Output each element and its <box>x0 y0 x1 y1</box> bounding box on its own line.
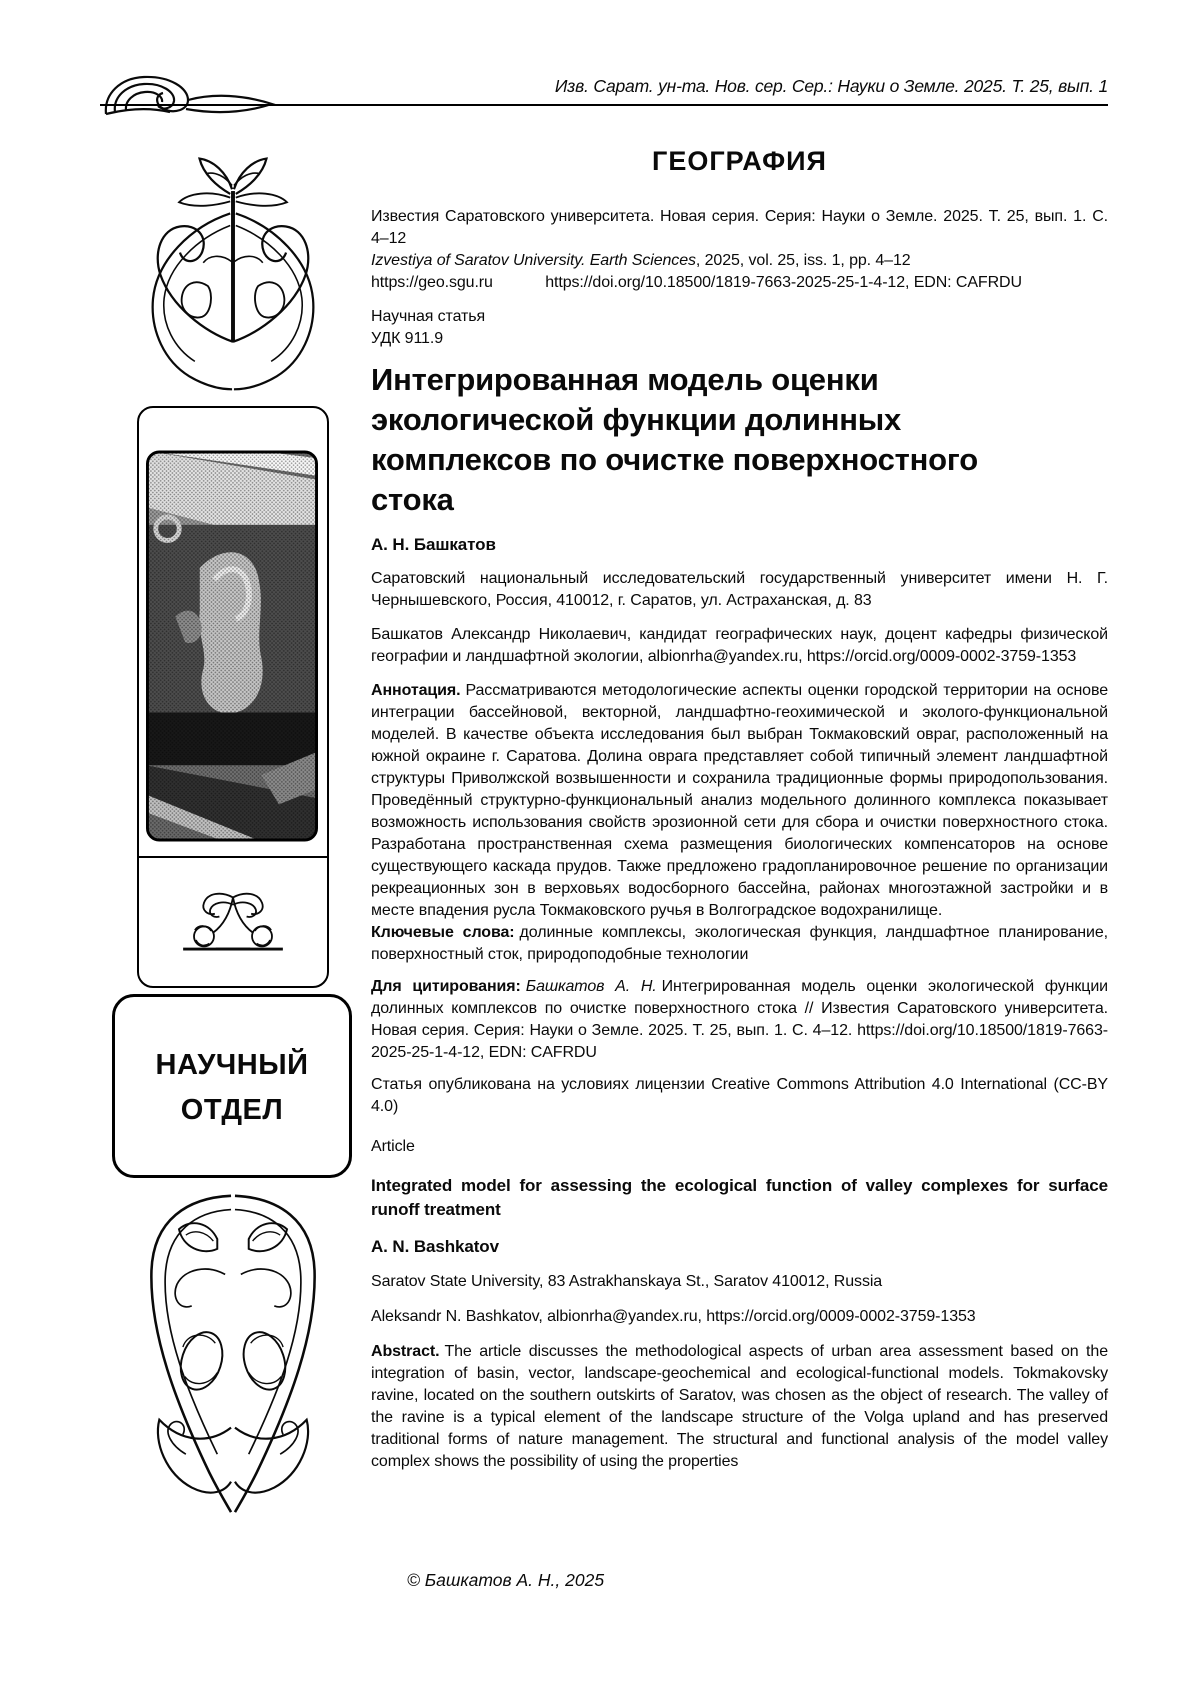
pub-info-ru-text: Известия Саратовского университета. Новая серия. Серия: Науки о Земле. 2025. Т. 25, вып. 1. С. 4–12 <box>371 208 1108 247</box>
section-heading: ГЕОГРАФИЯ <box>652 146 827 176</box>
sidebar <box>118 140 348 1520</box>
article-title-en: Integrated model for assessing the ecological function of valley complexes for surface runoff treatment <box>371 1176 1108 1219</box>
citation-ru <box>371 976 1108 1064</box>
abstract-ru <box>371 680 1108 922</box>
author-ru: А. Н. Башкатов <box>371 535 496 554</box>
author-bio-ru-text: Башкатов Александр Николаевич, кандидат географических наук, доцент кафедры физической географии и ландшафтной экологии, <box>371 626 1108 665</box>
journal-site-link[interactable]: https://geo.sgu.ru <box>371 274 493 291</box>
photo-frame <box>137 406 329 988</box>
keywords-ru <box>371 922 1108 966</box>
author-bio-ru <box>371 624 1108 668</box>
affiliation-ru: Саратовский национальный исследовательский государственный университет имени Н. Г. Чернышевского, Россия, 410012, г. Саратов, ул. Астраханская, д. 83 <box>371 570 1108 609</box>
pub-info-ru <box>371 206 1108 250</box>
section-label-box <box>112 994 352 1178</box>
keywords-text-ru: долинные комплексы, экологическая функция, ландшафтное планирование, поверхностный сток, природоподобные технологии <box>371 924 1109 963</box>
author-en: A. N. Bashkatov <box>371 1237 499 1256</box>
license-note: Статья опубликована на условиях лицензии Creative Commons Attribution 4.0 International (CC-BY 4.0) <box>371 1076 1108 1115</box>
author-orcid-link[interactable]: https://orcid.org/0009-0002-3759-1353 <box>806 648 1077 665</box>
journal-name-en: Izvestiya of Saratov University. Earth Sciences <box>371 252 696 269</box>
abstract-text-en: The article discusses the methodological aspects of urban area assessment based on the integration of basin, vector, landscape-geochemical and ecological-functional models. Tokmakovsky ravine, located on the southern outskirts of Saratov, was chosen as the object of research. The valley of the ravine is a typical element of the landscape structure of the Volga upland and has preserved traditional forms of nature management. The structural and functional analysis of the model valley complex shows the possibility of using the properties <box>371 1343 1108 1470</box>
separator: , <box>697 1308 707 1325</box>
pub-info-en-rest: , 2025, vol. 25, iss. 1, pp. 4–12 <box>695 252 911 269</box>
floral-ornament-bottom-icon <box>134 1186 332 1520</box>
citation-text: Интегрированная модель оценки экологической функции долинных комплексов по очистке поверхностного стока // Известия Саратовского университета. Новая серия. Серия: Науки о Земле. 2025. Т. 25, вып. 1. С. 4–12. <box>371 978 1108 1039</box>
abstract-label-en: Abstract. <box>371 1343 440 1360</box>
section-label-line1: НАУЧНЫЙ <box>155 1049 309 1081</box>
author-orcid-link-en[interactable]: https://orcid.org/0009-0002-3759-1353 <box>706 1308 976 1325</box>
affiliation-en: Saratov State University, 83 Astrakhanskaya St., Saratov 410012, Russia <box>371 1273 883 1290</box>
citation-label: Для цитирования: <box>371 978 521 995</box>
floral-ornament-small-icon <box>165 884 301 958</box>
citation-doi-link[interactable]: https://doi.org/10.18500/1819-7663-2025-25-1-4-12, EDN: CAFRDU <box>371 1022 1108 1061</box>
separator: , <box>798 648 807 665</box>
running-head <box>100 76 1108 106</box>
udc-code: УДК 911.9 <box>371 330 443 347</box>
floral-ornament-top-icon <box>126 140 340 406</box>
article-type-en: Article <box>371 1138 415 1155</box>
pub-info-en <box>371 250 1108 272</box>
article-title-ru: Интегрированная модель оценки экологической функции долинных комплексов по очистке поверхностного стока <box>371 362 978 517</box>
running-head-text: Изв. Сарат. ун-та. Нов. сер. Сер.: Науки о Земле. 2025. Т. 25, вып. 1 <box>554 76 1108 96</box>
author-email-link[interactable]: albionrha@yandex.ru <box>647 648 799 665</box>
doi-link[interactable]: https://doi.org/10.18500/1819-7663-2025-25-1-4-12, EDN: CAFRDU <box>545 274 1022 291</box>
keywords-label-ru: Ключевые слова: <box>371 924 515 941</box>
main-column <box>371 140 1108 1473</box>
abstract-en <box>371 1341 1108 1473</box>
frame-divider <box>139 856 327 858</box>
abstract-label-ru: Аннотация. <box>371 682 461 699</box>
halftone-photo <box>146 446 318 846</box>
author-email-link-en[interactable]: albionrha@yandex.ru <box>547 1308 698 1325</box>
abstract-text-ru: Рассматриваются методологические аспекты оценки городской территории на основе интеграции бассейновой, векторной, ландшафтно-геохимической и эколого-функциональной моделей. В качестве объекта исследования был выбран Токмаковский овраг, расположенный на южной окраине г. Саратова. Долина оврага представляет собой типичный элемент ландшафтной структуры Приволжской возвышенности и сохранила традиционные формы природопользования. Проведённый структурно-функциональный анализ модельного долинного комплекса показывает возможность использования свойств эрозионной сети для сбора и очистки поверхностного стока. Разработана пространственная схема размещения биологических компенсаторов на основе существующего каскада прудов. Также предложено градопланировочное решение по организации рекреационных зон в верховьях водосборного бассейна, районах многоэтажной застройки и в месте впадения русла Токмаковского ручья в Волгоградское водохранилище. <box>371 682 1108 919</box>
pub-links <box>371 272 1108 294</box>
article-type-ru: Научная статья <box>371 308 486 325</box>
author-bio-en <box>371 1306 1108 1328</box>
copyright-note: © Башкатов А. Н., 2025 <box>407 1569 605 1590</box>
section-label-line2: ОТДЕЛ <box>180 1093 284 1126</box>
citation-author: Башкатов А. Н. <box>525 978 657 995</box>
author-bio-en-text: Aleksandr N. Bashkatov, <box>371 1308 543 1325</box>
